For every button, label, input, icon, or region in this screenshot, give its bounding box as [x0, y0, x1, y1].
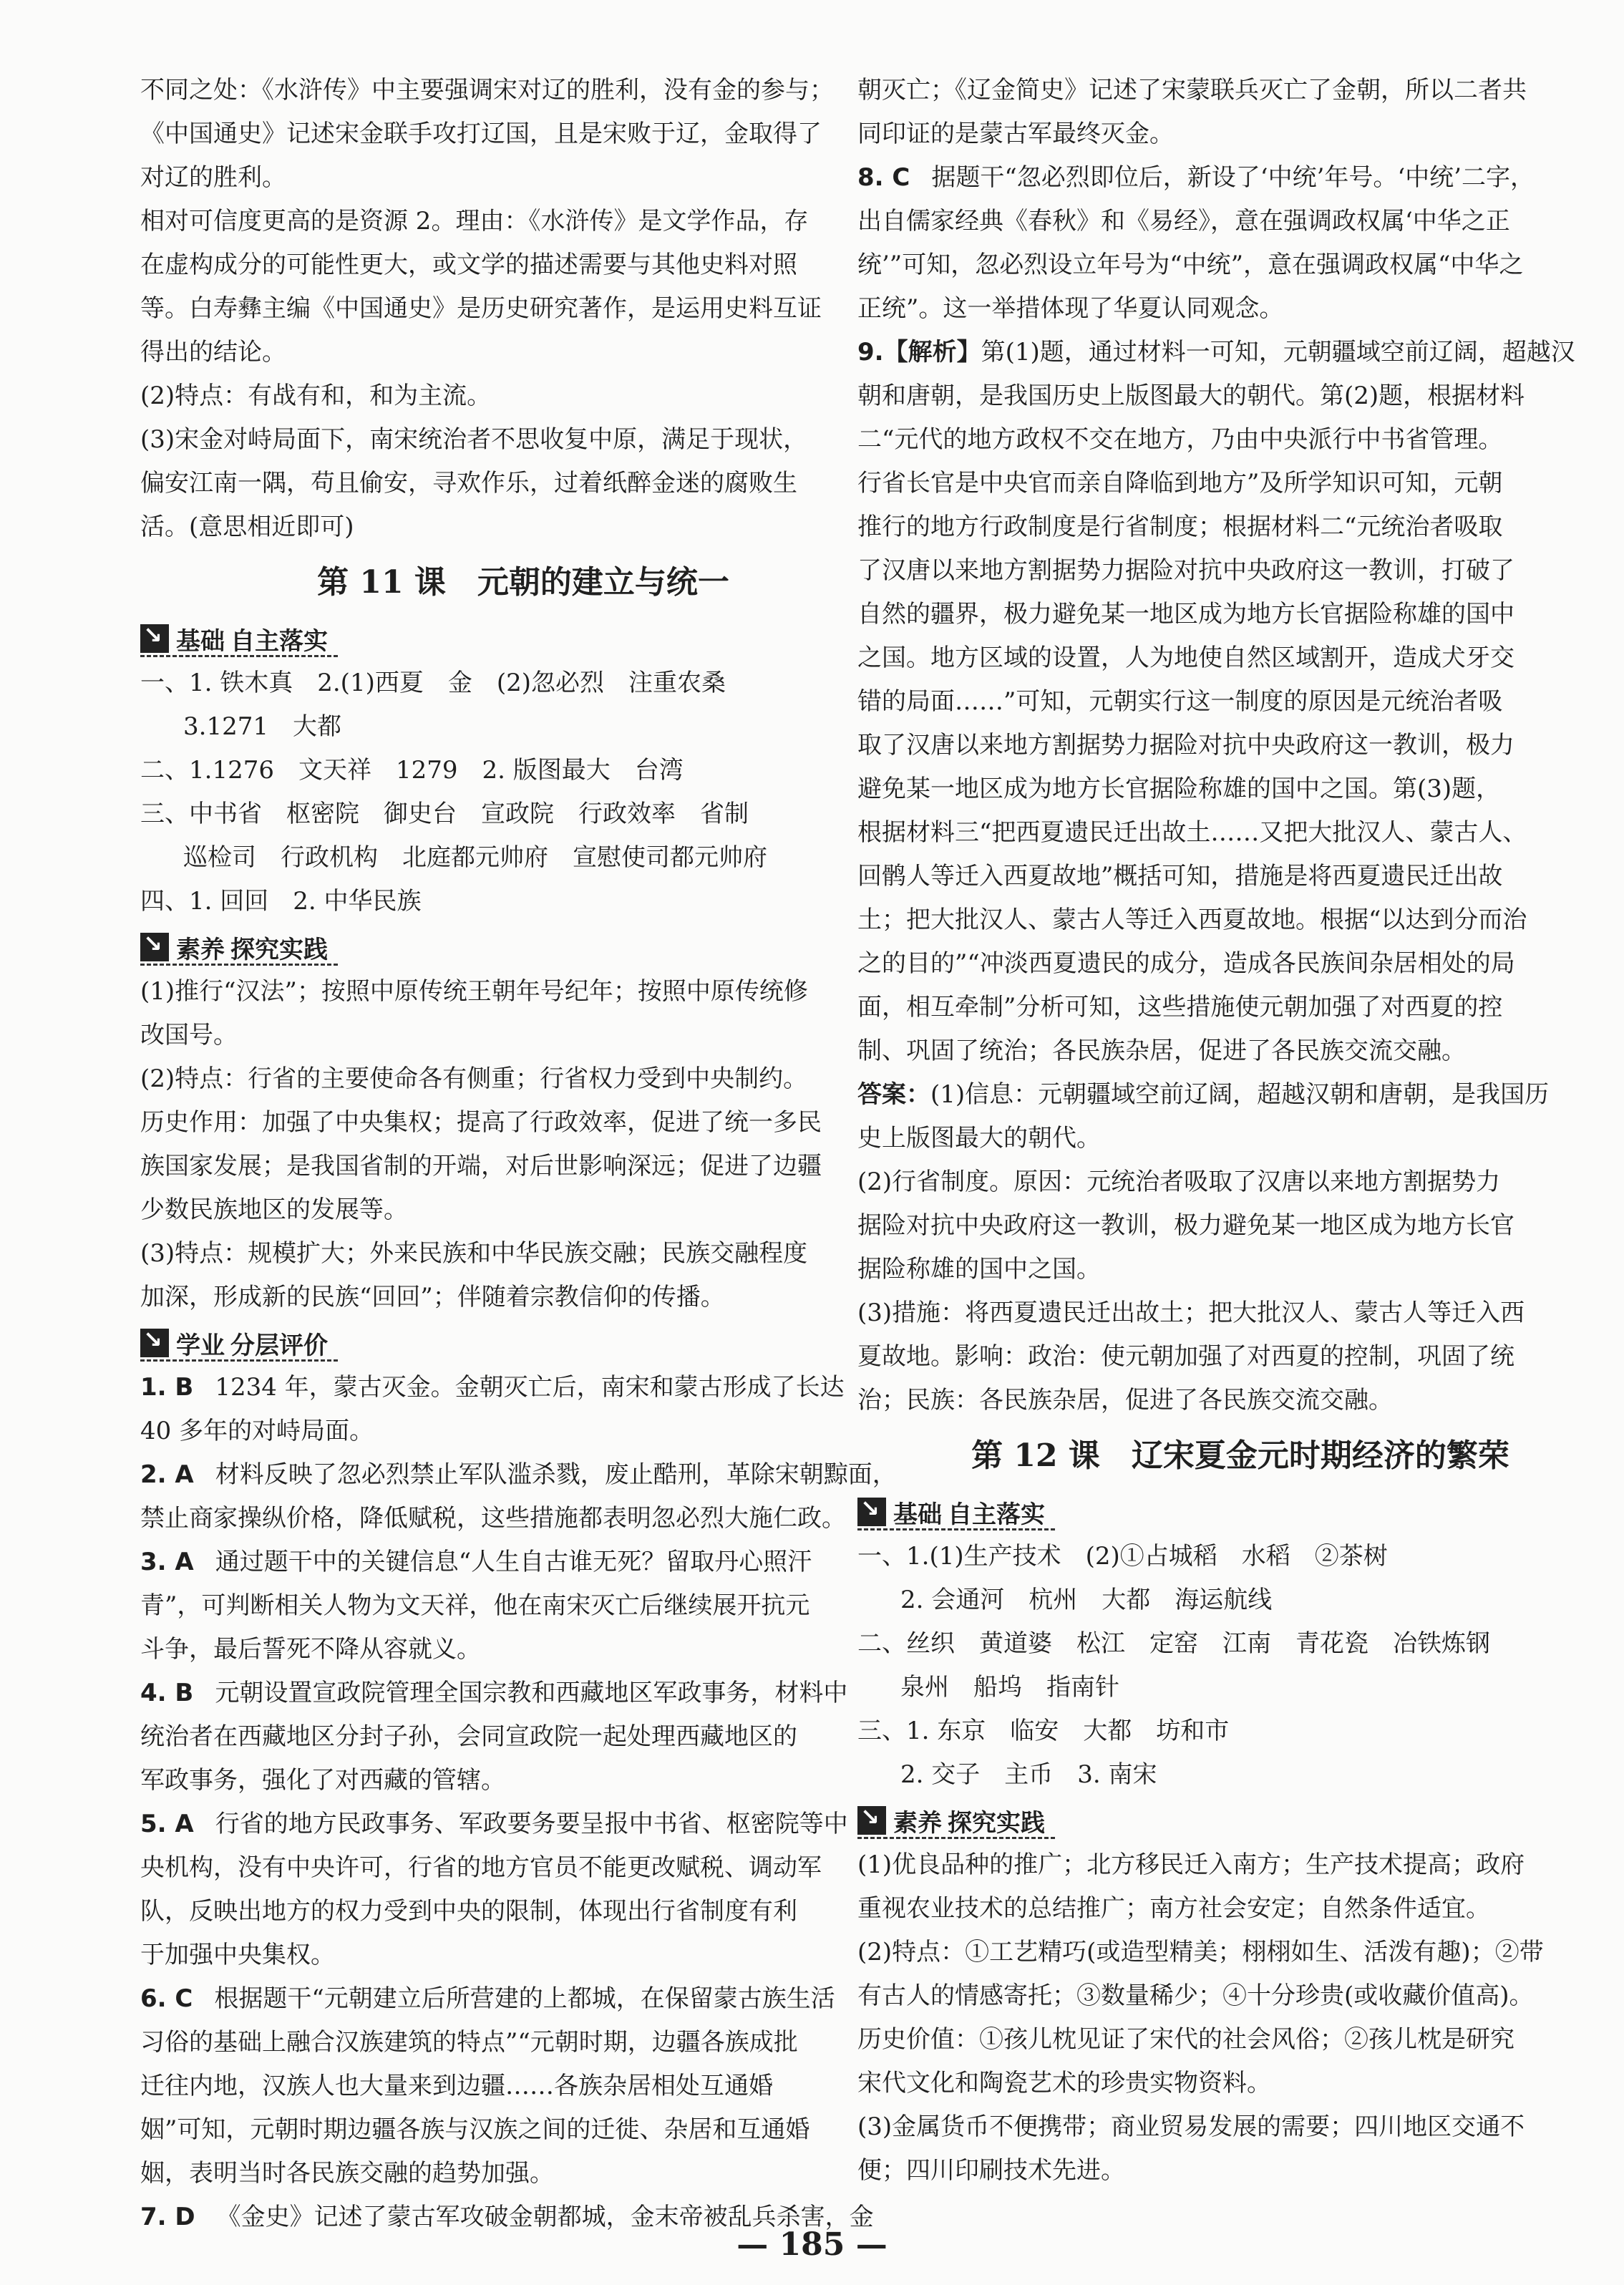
text-line: 宋代文化和陶瓷艺术的珍贵实物资料。	[857, 2069, 1271, 2097]
text-line: 习俗的基础上融合汉族建筑的特点”“元朝时期，边疆各族成批	[140, 2028, 798, 2057]
text-line: 面，相互牵制”分析可知，这些措施使元朝加强了对西夏的控	[857, 993, 1503, 1022]
text-line: 三、1. 东京 临安 大都 坊和市	[857, 1717, 1230, 1745]
text-line: 自然的疆界，极力避免某一地区成为地方长官据险称雄的国中	[857, 600, 1514, 629]
text-line: 斗争，最后誓死不降从容就义。	[140, 1635, 481, 1664]
text-line: 史上版图最大的朝代。	[857, 1124, 1101, 1153]
text-line: (3)宋金对峙局面下，南宋统治者不思收复中原，满足于现状，	[140, 425, 808, 454]
answer-text: (1)信息：元朝疆域空前辽阔，超越汉朝和唐朝，是我国历	[930, 1080, 1550, 1109]
text-line: 根据材料三“把西夏遗民迁出故土……又把大批汉人、蒙古人、	[857, 818, 1527, 847]
answer-number: 4. B	[140, 1679, 194, 1707]
text-line: (3)特点：规模扩大；外来民族和中华民族交融；民族交融程度	[140, 1239, 808, 1268]
section-basic-b: 自主落实	[230, 626, 328, 656]
text-line: 二“元代的地方政权不交在地方，乃由中央派行中书省管理。	[857, 425, 1503, 454]
text-line: 姻”可知，元朝时期边疆各族与汉族之间的迁徙、杂居和互通婚	[140, 2115, 810, 2144]
section-basic-a: 基础	[176, 626, 225, 656]
text-line: (1)优良品种的推广；北方移民迁入南方；生产技术提高；政府	[857, 1850, 1525, 1879]
answer-1	[140, 1366, 906, 1410]
text-line: 便；四川印刷技术先进。	[857, 2156, 1125, 2185]
text-line: 二、1.1276 文天祥 1279 2. 版图最大 台湾	[140, 756, 684, 785]
text-line: (2)特点：①工艺精巧(或造型精美；栩栩如生、活泼有趣)；②带	[857, 1938, 1544, 1966]
text-line: 《中国通史》记述宋金联手攻打辽国，且是宋败于辽，金取得了	[140, 120, 822, 148]
text-line: (3)措施：将西夏遗民迁出故土；把大批汉人、蒙古人等迁入西	[857, 1299, 1525, 1327]
text-line: 之国。地方区域的设置，人为地使自然区域割开，造成犬牙交	[857, 644, 1514, 672]
text-line: 一、1.(1)生产技术 (2)①占城稻 水稻 ②茶树	[857, 1542, 1388, 1571]
text-line: 一、1. 铁木真 2.(1)西夏 金 (2)忽必烈 注重农桑	[140, 669, 726, 697]
text-line: 二、丝织 黄道婆 松江 定窑 江南 青花瓷 冶铁炼钢	[857, 1629, 1490, 1658]
text-line: 之的目的”“冲淡西夏遗民的成分，造成各民族间杂居相处的局	[857, 949, 1515, 978]
text-line: 得出的结论。	[140, 338, 286, 367]
answer-label: 答案：	[857, 1080, 930, 1109]
text-line: 朝和唐朝，是我国历史上版图最大的朝代。第(2)题，根据材料	[857, 382, 1525, 410]
text-line: 历史价值：①孩儿枕见证了宋代的社会风俗；②孩儿枕是研究	[857, 2025, 1514, 2054]
lesson-11-title: 第 11 课 元朝的建立与统一	[317, 564, 729, 601]
text-line: 偏安江南一隅，苟且偷安，寻欢作乐，过着纸醉金迷的腐败生	[140, 469, 797, 498]
answer-text: 1234 年，蒙古灭金。金朝灭亡后，南宋和蒙古形成了长达	[215, 1373, 845, 1402]
answer-4	[140, 1672, 906, 1715]
lesson-12-title: 第 12 课 辽宋夏金元时期经济的繁荣	[971, 1437, 1509, 1474]
text-line: 泉州 船坞 指南针	[900, 1673, 1119, 1702]
answer-6	[140, 1977, 906, 2021]
section-practice-b: 探究实践	[230, 935, 328, 964]
text-line: 统治者在西藏地区分封子孙，会同宣政院一起处理西藏地区的	[140, 1722, 797, 1751]
text-line: 2. 会通河 杭州 大都 海运航线	[900, 1586, 1273, 1614]
text-line: 军政事务，强化了对西藏的管辖。	[140, 1766, 505, 1795]
text-line: 相对可信度更高的是资源 2。理由：《水浒传》是文学作品，存	[140, 207, 809, 236]
text-line: 四、1. 回回 2. 中华民族	[140, 887, 422, 916]
answer-text: 元朝设置宣政院管理全国宗教和西藏地区军政事务，材料中	[215, 1679, 848, 1707]
text-line: 在虚构成分的可能性更大，或文学的描述需要与其他史料对照	[140, 251, 797, 279]
text-line: 等。白寿彝主编《中国通史》是历史研究著作，是运用史料互证	[140, 294, 822, 323]
text-line: 了汉唐以来地方割据势力据险对抗中央政府这一教训，打破了	[857, 556, 1514, 585]
section-basic-a: 基础	[893, 1500, 942, 1529]
answer-number: 5. A	[140, 1810, 194, 1838]
text-line: 历史作用：加强了中央集权；提高了行政效率，促进了统一多民	[140, 1108, 822, 1137]
section-practice-b: 探究实践	[948, 1808, 1045, 1838]
answer-3	[140, 1541, 906, 1584]
answer-text: 通过题干中的关键信息“人生自古谁无死？留取丹心照汗	[215, 1548, 812, 1576]
text-line: (1)推行“汉法”；按照中原传统王朝年号纪年；按照中原传统修	[140, 977, 808, 1006]
text-line: 错的局面……”可知，元朝实行这一制度的原因是元统治者吸	[857, 687, 1503, 716]
text-line: 夏故地。影响：政治：使元朝加强了对西夏的控制，巩固了统	[857, 1342, 1514, 1371]
answer-number: 8. C	[857, 163, 910, 192]
answer-number: 9.【解析】	[857, 338, 981, 367]
answer-block	[857, 1073, 1623, 1117]
answer-number: 2. A	[140, 1460, 194, 1489]
text-line: 不同之处：《水浒传》中主要强调宋对辽的胜利，没有金的参与；	[140, 76, 834, 105]
text-line: 行省长官是中央官而亲自降临到地方”及所学知识可知，元朝	[857, 469, 1503, 498]
arrow-icon	[140, 1329, 169, 1357]
answer-text: 行省的地方民政事务、军政要务要呈报中书省、枢密院等中	[215, 1810, 848, 1838]
right-column	[857, 69, 1623, 2193]
text-line: 统’”可知，忽必烈设立年号为“中统”，意在强调政权属“中华之	[857, 251, 1524, 279]
text-line: 出自儒家经典《春秋》和《易经》，意在强调政权属‘中华之正	[857, 207, 1510, 236]
answer-8	[857, 156, 1623, 200]
text-line: 制、巩固了统治；各民族杂居，促进了各民族交流交融。	[857, 1037, 1466, 1065]
answer-number: 6. C	[140, 1984, 193, 2013]
text-line: 迁往内地，汉族人也大量来到边疆……各族杂居相处互通婚	[140, 2072, 773, 2100]
text-line: (2)特点：行省的主要使命各有侧重；行省权力受到中央制约。	[140, 1064, 808, 1093]
text-line: 朝灭亡；《辽金简史》记述了宋蒙联兵灭亡了金朝，所以二者共	[857, 76, 1527, 105]
text-line: 少数民族地区的发展等。	[140, 1195, 408, 1224]
section-practice-header	[140, 931, 338, 966]
text-line: 避免某一地区成为地方长官据险称雄的国中之国。第(3)题，	[857, 775, 1501, 803]
section-practice-a: 素养	[893, 1808, 942, 1838]
section-basic-header	[140, 622, 338, 657]
text-line: 加深，形成新的民族“回回”；伴随着宗教信仰的传播。	[140, 1283, 725, 1311]
section-practice-header	[857, 1804, 1055, 1839]
text-line: 有古人的情感寄托；③数量稀少；④十分珍贵(或收藏价值高)。	[857, 1981, 1534, 2010]
section-eval-b: 分层评价	[230, 1331, 328, 1360]
text-line: 巡检司 行政机构 北庭都元帅府 宣慰使司都元帅府	[183, 843, 767, 872]
arrow-icon	[140, 624, 169, 653]
page-number: — 185 —	[736, 2226, 888, 2263]
text-line: 族国家发展；是我国省制的开端，对后世影响深远；促进了边疆	[140, 1152, 822, 1180]
answer-text: 材料反映了忽必烈禁止军队滥杀戮，废止酷刑，革除宋朝黥面，	[215, 1460, 897, 1489]
text-line: 土；把大批汉人、蒙古人等迁入西夏故地。根据“以达到分而治	[857, 906, 1527, 934]
arrow-icon	[857, 1498, 886, 1526]
answer-text: 根据题干“元朝建立后所营建的上都城，在保留蒙古族生活	[214, 1984, 835, 2013]
text-line: 据险对抗中央政府这一教训，极力避免某一地区成为地方长官	[857, 1211, 1514, 1240]
section-basic-b: 自主落实	[948, 1500, 1045, 1529]
text-line: 姻，表明当时各民族交融的趋势加强。	[140, 2159, 554, 2188]
arrow-icon	[857, 1806, 886, 1835]
section-basic-header	[857, 1495, 1055, 1530]
text-line: 活。(意思相近即可)	[140, 513, 354, 541]
answer-2	[140, 1453, 906, 1497]
answer-text: 第(1)题，通过材料一可知，元朝疆域空前辽阔，超越汉	[981, 338, 1575, 367]
section-eval-a: 学业	[176, 1331, 225, 1360]
answer-number: 3. A	[140, 1548, 194, 1576]
text-line: 对辽的胜利。	[140, 163, 286, 192]
answer-text: 《金史》记述了蒙古军攻破金朝都城，金末帝被乱兵杀害，金	[216, 2203, 874, 2231]
text-line: 3.1271 大都	[183, 712, 341, 741]
text-line: 禁止商家操纵价格，降低赋税，这些措施都表明忽必烈大施仁政。	[140, 1504, 846, 1533]
text-line: 重视农业技术的总结推广；南方社会安定；自然条件适宜。	[857, 1894, 1490, 1923]
text-line: (2)特点：有战有和，和为主流。	[140, 382, 492, 410]
answer-number: 7. D	[140, 2203, 195, 2231]
answer-text: 据题干“忽必烈即位后，新设了‘中统’年号。‘中统’二字，	[931, 163, 1535, 192]
section-eval-header	[140, 1326, 338, 1362]
text-line: 央机构，没有中央许可，行省的地方官员不能更改赋税、调动军	[140, 1853, 822, 1882]
text-line: (2)行省制度。原因：元统治者吸取了汉唐以来地方割据势力	[857, 1168, 1501, 1196]
answer-9	[857, 331, 1623, 374]
text-line: 队，反映出地方的权力受到中央的限制，体现出行省制度有利	[140, 1897, 797, 1926]
answer-5	[140, 1803, 906, 1846]
section-practice-a: 素养	[176, 935, 225, 964]
text-line: 2. 交子 主币 3. 南宋	[900, 1760, 1157, 1789]
text-line: 推行的地方行政制度是行省制度；根据材料二“元统治者吸取	[857, 513, 1503, 541]
text-line: 同印证的是蒙古军最终灭金。	[857, 120, 1174, 148]
text-line: 改国号。	[140, 1021, 238, 1049]
arrow-icon	[140, 933, 169, 961]
text-line: 回鹘人等迁入西夏故地”概括可知，措施是将西夏遗民迁出故	[857, 862, 1503, 891]
text-line: 治；民族：各民族杂居，促进了各民族交流交融。	[857, 1386, 1393, 1415]
text-line: (3)金属货币不便携带；商业贸易发展的需要；四川地区交通不	[857, 2112, 1525, 2141]
text-line: 三、中书省 枢密院 御史台 宣政院 行政效率 省制	[140, 800, 749, 828]
left-column	[140, 69, 906, 2239]
answer-number: 1. B	[140, 1373, 194, 1402]
text-line: 青”，可判断相关人物为文天祥，他在南宋灭亡后继续展开抗元	[140, 1591, 810, 1620]
text-line: 据险称雄的国中之国。	[857, 1255, 1101, 1284]
text-line: 取了汉唐以来地方割据势力据险对抗中央政府这一教训，极力	[857, 731, 1514, 760]
text-line: 正统”。这一举措体现了华夏认同观念。	[857, 294, 1284, 323]
text-line: 40 多年的对峙局面。	[140, 1417, 374, 1445]
text-line: 于加强中央集权。	[140, 1941, 335, 1969]
